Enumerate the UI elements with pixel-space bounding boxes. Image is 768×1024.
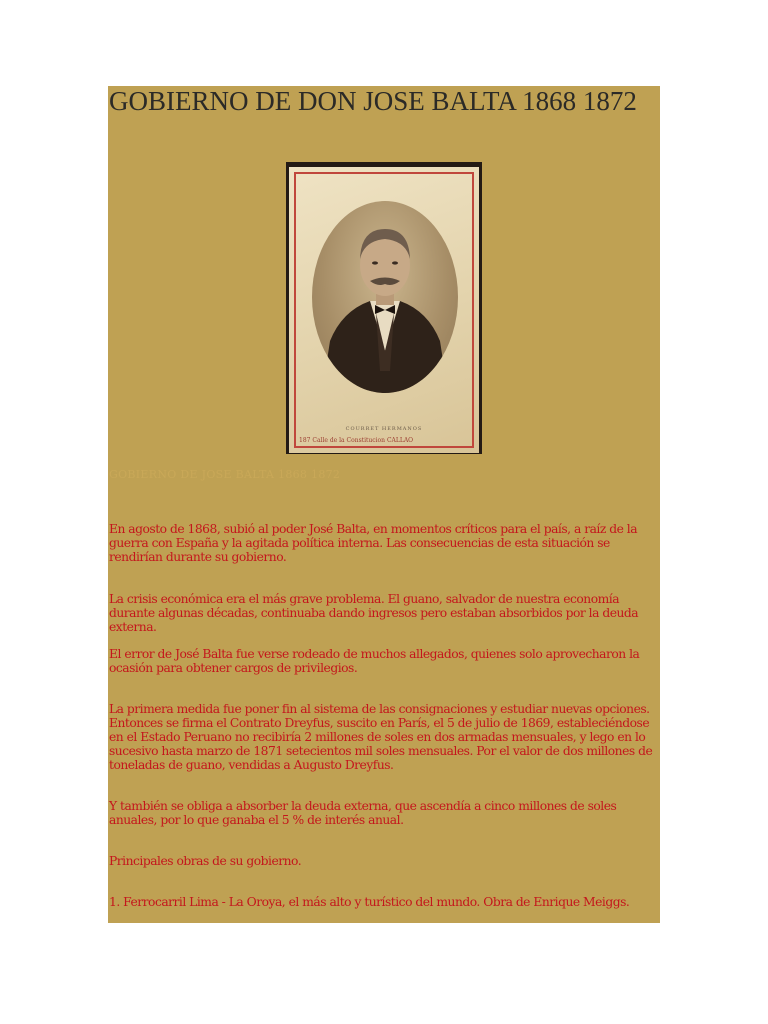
photo-studio-label: COURRET HERMANOS xyxy=(345,426,423,432)
photo-caption: GOBIERNO DE JOSE BALTA 1868 1872 xyxy=(109,468,341,481)
paragraph: Y también se obliga a absorber la deuda externa, que ascendía a cinco millones de soles anuales, por lo que ganaba el 5 % de interés anual. xyxy=(109,799,617,827)
photo-card xyxy=(289,167,479,453)
page-title: GOBIERNO DE DON JOSE BALTA 1868 1872 xyxy=(109,86,637,116)
paragraph: La crisis económica era el más grave problema. El guano, salvador de nuestra economía durante algunas décadas, continuaba dando ingresos pero estaban absorbidos por la deuda externa. xyxy=(109,592,639,634)
document-page xyxy=(108,86,660,923)
portrait-figure-icon xyxy=(312,201,458,393)
paragraph: El error de José Balta fue verse rodeado de muchos allegados, quienes solo aprovecharon la ocasión para obtener cargos de privilegios. xyxy=(109,647,640,675)
portrait-photo xyxy=(286,162,482,454)
paragraph: En agosto de 1868, subió al poder José Balta, en momentos críticos para el país, a raíz de la guerra con España y la agitada política interna. Las consecuencias de esta situación se rendirían durante su gobierno. xyxy=(109,522,638,564)
list-item: 1. Ferrocarril Lima - La Oroya, el más alto y turístico del mundo. Obra de Enrique Meiggs. xyxy=(109,895,630,909)
portrait-oval xyxy=(312,201,458,393)
photo-address-label: 187 Calle de la Constitucion CALLAO xyxy=(299,437,414,444)
paragraph: Principales obras de su gobierno. xyxy=(109,854,302,868)
paragraph: La primera medida fue poner fin al sistema de las consignaciones y estudiar nuevas opciones. Entonces se firma el Contrato Dreyfus, suscito en París, el 5 de julio de 1869, estableciéndose en el Estado Peruano no recibiría 2 millones de soles en dos armadas mensuales, y lego en lo sucesivo hasta marzo de 1871 setecientos mil soles mensuales. Por el valor de dos millones de toneladas de guano, vendidas a Augusto Dreyfus. xyxy=(109,702,653,772)
